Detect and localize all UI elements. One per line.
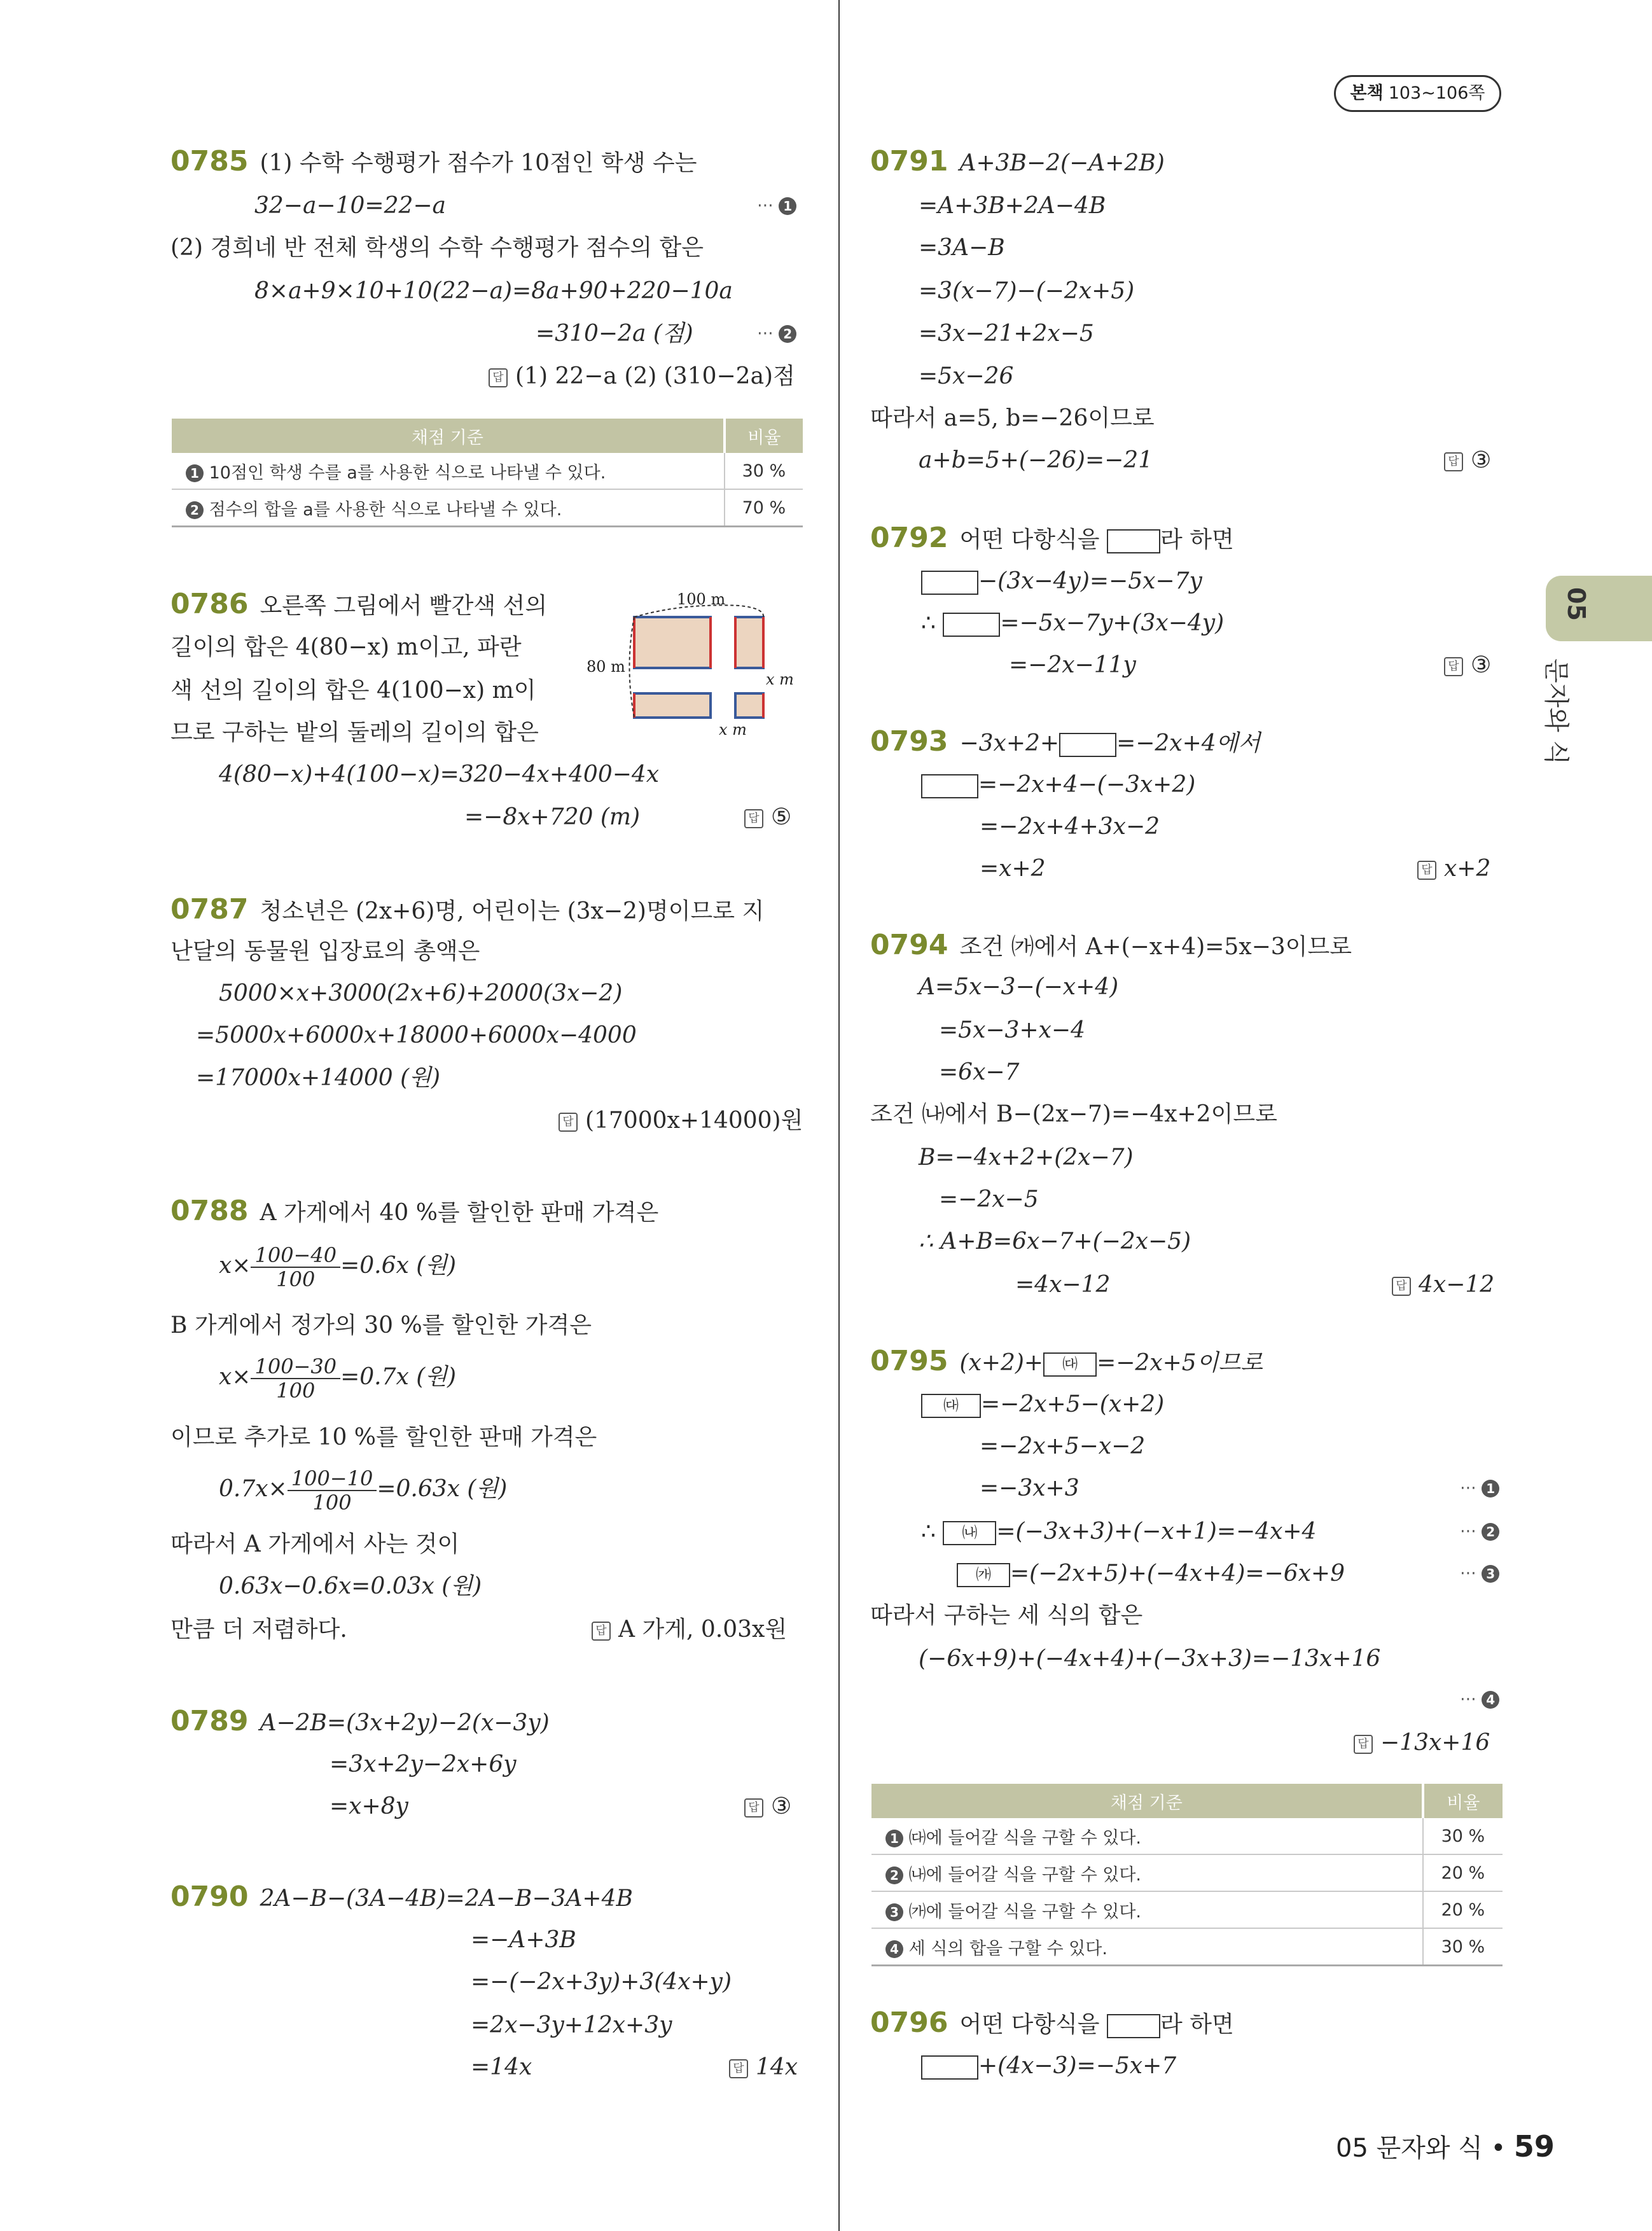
blank-box — [921, 2055, 978, 2080]
line: =x+2 — [980, 856, 1046, 882]
field-block — [634, 617, 711, 668]
problem-0785: 0785 (1) 수학 수행평가 점수가 10점인 학생 수는 — [170, 145, 697, 177]
blank-box — [943, 613, 1000, 637]
line: =−2x+5−x−2 — [980, 1433, 1146, 1459]
step-marker: ⋯ 3 — [1460, 1564, 1499, 1583]
table-row: 4 세 식의 합을 구할 수 있다. 30 % — [871, 1928, 1503, 1966]
line: ∴ =−5x−7y+(3x−4y) — [921, 610, 1225, 636]
line: 만큼 더 저렴하다. — [170, 1616, 347, 1643]
line: =17000x+14000 (원) — [196, 1065, 440, 1091]
label-box: ㈐ — [921, 1394, 981, 1418]
step-marker: ⋯ 1 — [1460, 1478, 1499, 1498]
chapter-tab-label: 문자와 식 — [1541, 658, 1571, 765]
answer-icon: 답 — [1392, 1277, 1411, 1296]
figure-label-left: 80 m — [587, 658, 625, 676]
answer-0791: 답 ③ — [1444, 447, 1491, 475]
line: =−8x+720 (m) — [464, 804, 641, 830]
line: 난달의 동물원 입장료의 총액은 — [170, 938, 480, 964]
table-header: 비율 — [1423, 1784, 1503, 1818]
answer-icon: 답 — [489, 368, 508, 387]
line: =4x−12 — [1015, 1272, 1111, 1298]
line: (−6x+9)+(−4x+4)+(−3x+3)=−13x+16 — [919, 1646, 1381, 1672]
figure-label-right: x m — [766, 671, 794, 688]
line: 5000×x+3000(2x+6)+2000(3x−2) — [219, 980, 623, 1006]
line: =A+3B+2A−4B — [919, 193, 1106, 219]
table-header: 채점 기준 — [172, 419, 725, 453]
label-box: ㈐ — [1043, 1352, 1097, 1377]
line: 이므로 추가로 10 %를 할인한 판매 가격은 — [170, 1424, 597, 1450]
fraction-line: x× $\frac{100-40}{100}$ =0.6x (원) — [219, 1243, 457, 1291]
line: B=−4x+2+(2x−7) — [919, 1144, 1134, 1171]
blank-box — [921, 571, 978, 595]
page-reference-badge: 본책 103∼106쪽 — [1334, 75, 1501, 112]
label-box: ㈎ — [957, 1563, 1010, 1587]
line: 32−a−10=22−a — [254, 193, 447, 219]
page-number: 59 — [1513, 2129, 1555, 2164]
problem-0794: 0794 조건 ㈎에서 A+(−x+4)=5x−3이므로 — [870, 929, 1352, 961]
line: =−2x+4−(−3x+2) — [921, 771, 1195, 799]
answer-icon: 답 — [1354, 1735, 1373, 1754]
line: B 가게에서 정가의 30 %를 할인한 가격은 — [170, 1312, 592, 1338]
answer-0788: 답 A 가게, 0.03x원 — [592, 1616, 787, 1644]
answer-0793: 답 x+2 — [1417, 855, 1490, 883]
line: =−A+3B — [471, 1927, 576, 1953]
problem-0786: 0786 오른쪽 그림에서 빨간색 선의 — [170, 588, 548, 620]
line: 4(80−x)+4(100−x)=320−4x+400−4x — [219, 761, 660, 788]
answer-icon: 답 — [744, 1798, 763, 1817]
line: ㈎ =(−2x+5)+(−4x+4)=−6x+9 — [957, 1560, 1345, 1588]
answer-icon: 답 — [592, 1622, 611, 1641]
line: ∴ ㈏ =(−3x+3)+(−x+1)=−4x+4 — [921, 1519, 1317, 1545]
label-box: ㈏ — [943, 1521, 996, 1545]
problem-0792: 0792 어떤 다항식을 라 하면 — [870, 522, 1234, 554]
step-marker: ⋯ 4 — [1460, 1690, 1499, 1709]
problem-0796: 0796 어떤 다항식을 라 하면 — [870, 2006, 1234, 2039]
line: 따라서 구하는 세 식의 합은 — [870, 1602, 1143, 1629]
line: =310−2a (점) — [536, 321, 693, 347]
answer-0795: 답 −13x+16 — [1354, 1729, 1490, 1757]
line: =14x — [471, 2054, 532, 2080]
problem-0788: 0788 A 가게에서 40 %를 할인한 판매 가격은 — [170, 1195, 659, 1227]
blank-box — [921, 774, 978, 798]
step-marker: ⋯ 1 — [757, 196, 796, 215]
line: (2) 경희네 반 전체 학생의 수학 수행평가 점수의 합은 — [170, 235, 704, 261]
grading-table-0785 — [172, 419, 803, 527]
table-row: 1 10점인 학생 수를 a를 사용한 식으로 나타낼 수 있다. 30 % — [172, 453, 803, 489]
line: =5x−26 — [919, 363, 1014, 389]
answer-0789: 답 ③ — [744, 1793, 791, 1821]
table-header: 비율 — [725, 419, 803, 453]
answer-icon: 답 — [1417, 861, 1436, 880]
field-block — [634, 693, 711, 718]
fraction-line: x× $\frac{100-30}{100}$ =0.7x (원) — [219, 1354, 457, 1403]
line: =3A−B — [919, 235, 1005, 261]
step-marker: ⋯ 2 — [1460, 1522, 1499, 1541]
table-row: 2 ㈏에 들어갈 식을 구할 수 있다. 20 % — [871, 1854, 1503, 1891]
table-header: 채점 기준 — [871, 1784, 1423, 1818]
field-block — [735, 617, 763, 668]
line: =3x+2y−2x+6y — [330, 1751, 517, 1777]
line: =6x−7 — [939, 1059, 1020, 1085]
column-divider — [838, 0, 840, 2231]
line: +(4x−3)=−5x+7 — [921, 2052, 1176, 2080]
line: =5x−3+x−4 — [939, 1017, 1085, 1043]
line: =3x−21+2x−5 — [919, 321, 1094, 347]
problem-0793: 0793 −3x+2+ =−2x+4에서 — [870, 725, 1261, 758]
answer-0790: 답 14x — [729, 2054, 798, 2082]
line: 따라서 A 가게에서 사는 것이 — [170, 1531, 460, 1557]
step-marker: ⋯ 2 — [757, 324, 796, 343]
figure-label-bottom: x m — [719, 721, 747, 739]
line: =x+8y — [330, 1793, 408, 1819]
line: 따라서 a=5, b=−26이므로 — [870, 405, 1155, 431]
answer-icon: 답 — [729, 2059, 748, 2078]
answer-icon: 답 — [1444, 657, 1463, 676]
answer-icon: 답 — [744, 809, 763, 828]
field-block — [735, 693, 763, 718]
problem-0790: 0790 2A−B−(3A−4B)=2A−B−3A+4B — [170, 1880, 633, 1913]
line: −(3x−4y)=−5x−7y — [921, 567, 1202, 595]
blank-box — [1107, 529, 1160, 553]
line: ㈐ =−2x+5−(x+2) — [921, 1391, 1164, 1419]
page-footer: 05 문자와 식 • 59 — [1336, 2129, 1555, 2164]
line: 므로 구하는 밭의 둘레의 길이의 합은 — [170, 719, 539, 746]
problem-0795: 0795 (x+2)+ ㈐ =−2x+5이므로 — [870, 1345, 1263, 1377]
line: =−2x+4+3x−2 — [980, 814, 1160, 840]
figure-label-top: 100 m — [677, 590, 726, 608]
line: 0.63x−0.6x=0.03x (원) — [219, 1573, 482, 1599]
line: =−2x−5 — [939, 1186, 1039, 1213]
line: 길이의 합은 4(80−x) m이고, 파란 — [170, 634, 522, 660]
table-row: 3 ㈎에 들어갈 식을 구할 수 있다. 20 % — [871, 1891, 1503, 1928]
blank-box — [1107, 2014, 1160, 2038]
line: =−2x−11y — [1009, 652, 1136, 678]
line: 8×a+9×10+10(22−a)=8a+90+220−10a — [254, 278, 733, 304]
chapter-tab[interactable]: 05 — [1546, 576, 1652, 641]
line: ∴ A+B=6x−7+(−2x−5) — [919, 1228, 1191, 1255]
problem-0787: 0787 청소년은 (2x+6)명, 어린이는 (3x−2)명이므로 지 — [170, 893, 765, 926]
table-row: 2 점수의 합을 a를 사용한 식으로 나타낼 수 있다. 70 % — [172, 489, 803, 527]
problem-0791: 0791 A+3B−2(−A+2B) — [870, 145, 1165, 177]
answer-0786: 답 ⑤ — [744, 803, 791, 831]
answer-0785: 답 (1) 22−a (2) (310−2a)점 — [489, 363, 795, 391]
fraction-line: 0.7x× $\frac{100-10}{100}$ =0.63x (원) — [219, 1466, 508, 1515]
answer-0787: 답 (17000x+14000)원 — [559, 1107, 803, 1135]
line: 조건 ㈏에서 B−(2x−7)=−4x+2이므로 — [870, 1101, 1277, 1127]
line: 색 선의 길이의 합은 4(100−x) m이 — [170, 678, 536, 704]
problem-0789: 0789 A−2B=(3x+2y)−2(x−3y) — [170, 1705, 550, 1737]
line: a+b=5+(−26)=−21 — [919, 447, 1153, 473]
answer-icon: 답 — [1444, 452, 1463, 471]
line: =5000x+6000x+18000+6000x−4000 — [196, 1022, 637, 1048]
answer-icon: 답 — [559, 1113, 578, 1132]
answer-0794: 답 4x−12 — [1392, 1271, 1494, 1299]
table-row: 1 ㈐에 들어갈 식을 구할 수 있다. 30 % — [871, 1818, 1503, 1854]
line: A=5x−3−(−x+4) — [919, 974, 1119, 1000]
line: =2x−3y+12x+3y — [471, 2012, 672, 2038]
line: =−3x+3 — [980, 1475, 1079, 1501]
field-figure — [580, 590, 809, 743]
blank-box — [1059, 733, 1116, 757]
line: =−(−2x+3y)+3(4x+y) — [471, 1969, 732, 1995]
answer-0792: 답 ③ — [1444, 651, 1491, 679]
line: =3(x−7)−(−2x+5) — [919, 278, 1135, 304]
grading-table-0795 — [871, 1784, 1503, 1966]
